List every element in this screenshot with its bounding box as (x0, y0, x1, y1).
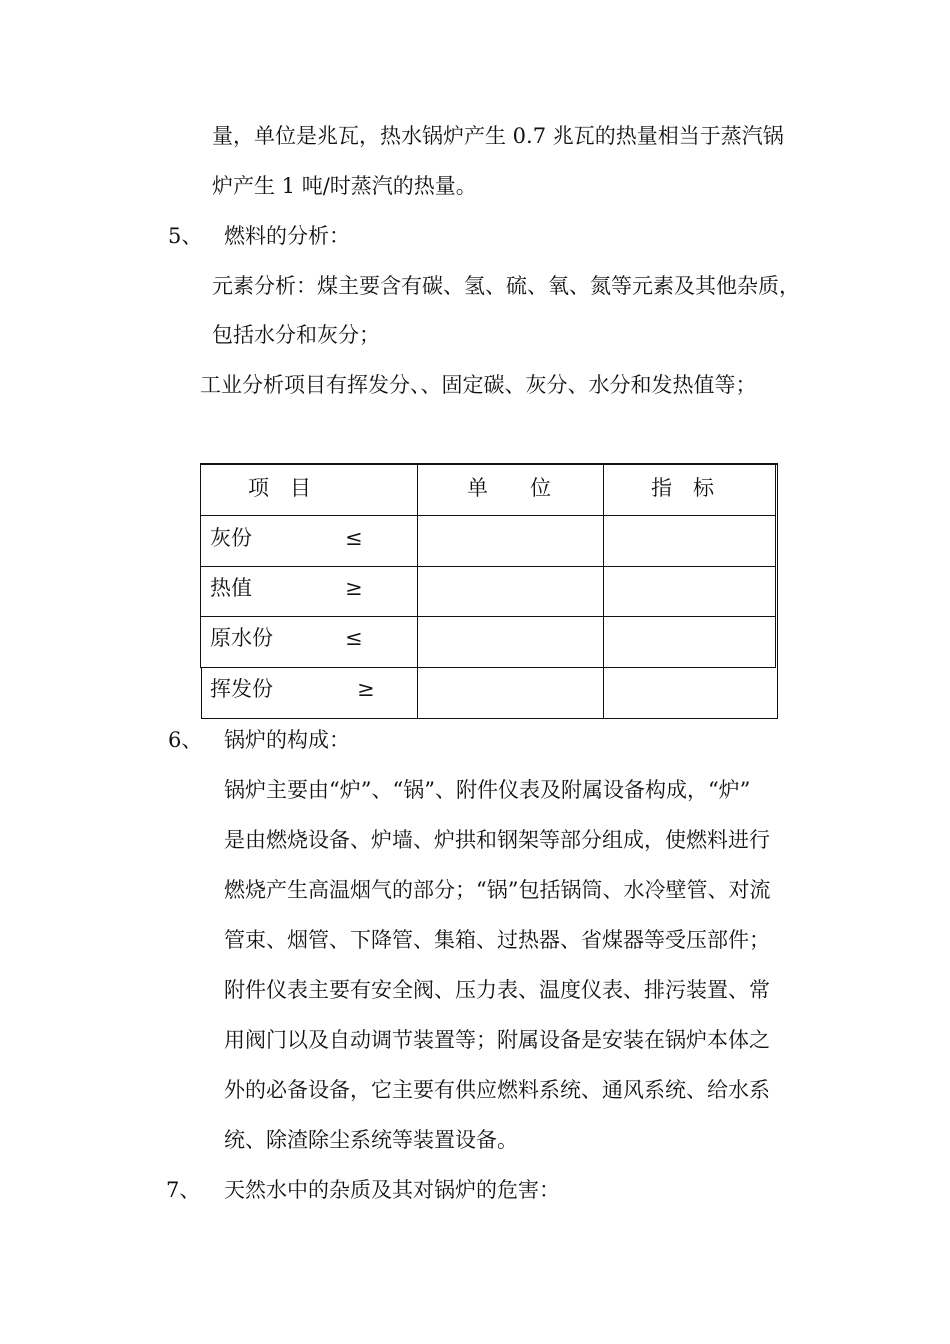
table-border (201, 718, 777, 719)
fuel-spec-table (200, 463, 777, 719)
table-row-symbol: ≤ (345, 626, 363, 650)
table-header-unit: 单 位 (467, 476, 551, 500)
boiler-structure-line: 统、除渣除尘系统等装置设备。 (224, 1128, 518, 1152)
industrial-analysis-line: 工业分析项目有挥发分、、固定碳、灰分、水分和发热值等； (200, 373, 757, 397)
section-5-title: 燃料的分析： (224, 224, 350, 248)
section-6-number: 6、 (168, 728, 203, 752)
boiler-structure-line: 燃烧产生高温烟气的部分；“锅”包括锅筒、水冷壁管、对流 (224, 878, 771, 902)
table-rule (200, 566, 776, 567)
section-5-number: 5、 (168, 224, 203, 248)
table-border (200, 463, 201, 668)
boiler-structure-line: 用阀门以及自动调节装置等；附属设备是安装在锅炉本体之 (224, 1028, 770, 1052)
table-rule (417, 463, 418, 719)
table-row-symbol: ≤ (345, 526, 363, 550)
element-analysis-line: 包括水分和灰分； (212, 323, 380, 347)
table-rule (603, 463, 604, 719)
table-border (775, 463, 776, 668)
boiler-structure-line: 附件仪表主要有安全阀、压力表、温度仪表、排污装置、常 (224, 978, 770, 1002)
table-border (777, 463, 778, 719)
boiler-structure-line: 锅炉主要由“炉”、“锅”、附件仪表及附属设备构成，“炉” (224, 778, 751, 802)
section-7-title: 天然水中的杂质及其对锅炉的危害： (224, 1178, 560, 1202)
table-border (201, 667, 202, 719)
element-analysis-line: 元素分析：煤主要含有碳、氢、硫、氧、氮等元素及其他杂质， (212, 274, 800, 298)
table-row-symbol: ≥ (357, 677, 375, 701)
paragraph-line: 炉产生 1 吨/时蒸汽的热量。 (212, 174, 477, 198)
boiler-structure-line: 外的必备设备，它主要有供应燃料系统、通风系统、给水系 (224, 1078, 770, 1102)
table-header-value: 指 标 (651, 476, 714, 500)
table-row-item: 挥发份 (210, 677, 273, 701)
section-7-number: 7、 (166, 1178, 201, 1202)
table-row-symbol: ≥ (345, 576, 363, 600)
boiler-structure-line: 管束、烟管、下降管、集箱、过热器、省煤器等受压部件； (224, 928, 770, 952)
section-6-title: 锅炉的构成： (224, 728, 350, 752)
table-rule (200, 616, 776, 617)
table-rule (200, 515, 776, 516)
table-header-item: 项 目 (248, 476, 311, 500)
table-rule (200, 667, 776, 668)
table-border (200, 463, 777, 465)
boiler-structure-line: 是由燃烧设备、炉墙、炉拱和钢架等部分组成，使燃料进行 (224, 828, 770, 852)
paragraph-line: 量，单位是兆瓦，热水锅炉产生 0.7 兆瓦的热量相当于蒸汽锅 (212, 124, 784, 148)
table-row-item: 热值 (210, 576, 252, 600)
table-row-item: 灰份 (210, 526, 252, 550)
table-row-item: 原水份 (210, 626, 273, 650)
